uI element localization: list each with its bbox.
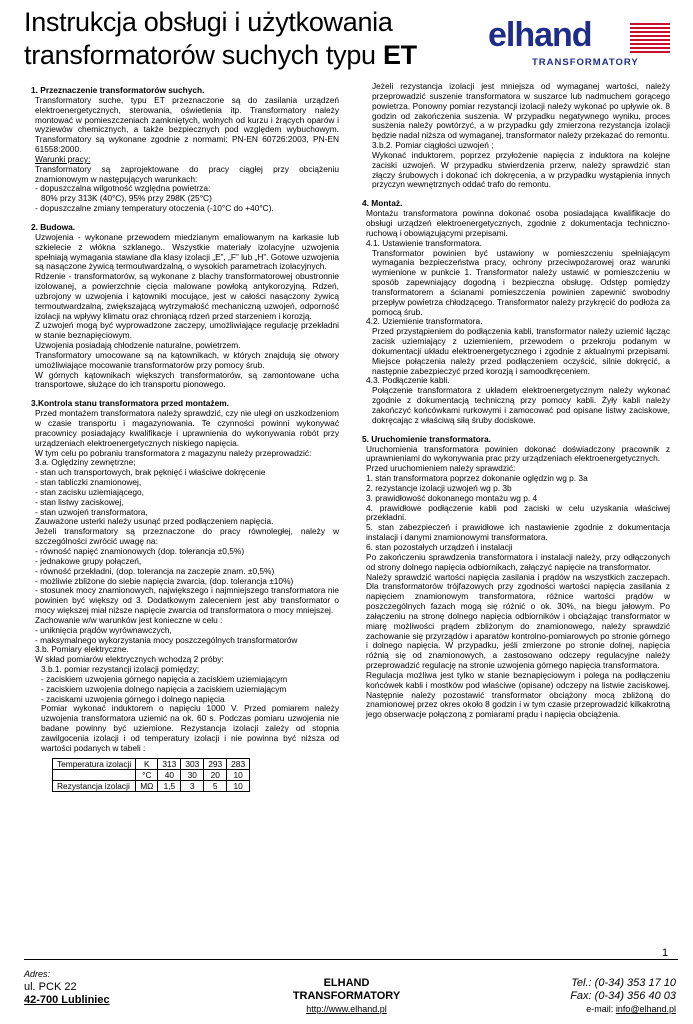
paragraph: Jeżeli rezystancja izolacji jest mniejsza od wymaganej wartości, należy przeprowadzić suszenie transformatora w suszarce lub nadmuchem gorącego powietrza. Ponowny pomiar rezystancji izolacji należy wykonać po upływie ok. 8 godzin od zakończenia suszenia. W przypadku negatywnego wyniku, proces suszenia należy powtórzyć, a w przypadku gdy zmierzona rezystancja izolacji będzie nadal niższa od wymaganej, transformator należy przekazać do remontu.	[372, 81, 670, 141]
spacer	[31, 214, 339, 223]
paragraph: Pomiar wykonać induktorem o napięciu 1000 V. Przed pomiarem należy uzwojenia transformatora uziemić na ok. 60 s. Podczas pomiaru uzwojenia nie badane powinny być uziemione. Rezystancja izolacji zależy od stopnia zawilgocenia izolacji i od temperatury izolacji i nie powinna być niższa od wartości podanych w tabeli :	[41, 703, 339, 753]
paragraph: Przed montażem transformatora należy sprawdzić, czy nie uległ on uszkodzeniom w czasie transportu i magazynowania. Te czynności powinni wykonywać pracownicy posiadający kwalifikacje i uprawnienia do wykonywania robót przy urządzeniach elektroenergetycznych niskiego napięcia.	[35, 408, 339, 448]
paragraph: 3.b. Pomiary elektryczne.	[35, 644, 129, 655]
insulation-resistance-table	[52, 758, 250, 792]
table-cell: 10	[227, 769, 250, 780]
paragraph: 4. prawidłowe podłączenie kabli pod zaciski w celu uzyskania właściwej przekładni.	[366, 502, 670, 523]
paragraph: 80% przy 313K (40°C), 95% przy 298K (25°C)	[41, 193, 212, 204]
paragraph: 3.a. Oględziny zewnętrzne;	[35, 457, 136, 468]
paragraph: - jednakowe grupy połączeń,	[35, 555, 142, 566]
phone: Tel.: (0-34) 353 17 10	[571, 977, 676, 989]
table-row	[53, 780, 250, 791]
paragraph: Z uzwojeń mogą być wyprowadzone zaczepy, umożliwiające regulację przekładni w stanie beznapięciowym.	[35, 320, 339, 341]
paragraph: 4.2. Uziemienie transformatora.	[366, 316, 483, 327]
table-cell: 30	[181, 769, 204, 780]
paragraph: - możliwie zbliżone do siebie napięcia zwarcia, (dop. tolerancja ±10%)	[35, 575, 294, 586]
paragraph: 1. stan transformatora poprzez dokonanie oględzin wg p. 3a	[366, 473, 588, 484]
paragraph: - stosunek mocy znamionowych, największego i najmniejszego transformatora nie powinien być większy od 3. Dodatkowym zaleceniem jest aby transformator o mocy większej miał niższe napięcie zwarcia od transformatora o mocy mniejszej.	[35, 585, 339, 616]
paragraph: Transformatory są zaprojektowane do pracy ciągłej przy obciążeniu znamionowym w następujących warunkach:	[35, 163, 339, 184]
title-line-2	[24, 39, 417, 72]
paragraph: - stan uzwojeń transformatora,	[35, 506, 148, 517]
paragraph: Uzwojenia - wykonane przewodem miedzianym emaliowanym na karkasie lub szkielecie z włókna szklanego.. Wszystkie materiały izolacyjne uzwojenia spełniają wymagania stawiane dla klasy izolacji „E”, „F” lub „H”. Gotowe uzwojenia są nasączone żywicą termoutwardzalną, o wysokich parametrach izolacyjnych.	[35, 231, 339, 272]
paragraph: Rdzenie - transformatorów, są wykonane z blachy transformatorowej obustronnie izolowanej, a powierzchnie cięcia malowane powłoką antykorozyjną. Rdzeń, uzbrojony w uzwojenia i kątowniki mocujące, jest w całości nasączony żywicą termoutwardzalną, zwiększającą wytrzymałość mechaniczną uzwojeń, odporność izolacji na wpływy klimatu oraz chroniącą rdzeń przed starzeniem i korozją.	[35, 271, 339, 321]
table-cell: 303	[181, 758, 204, 769]
footer-divider	[24, 959, 678, 960]
page-number: 1	[662, 947, 669, 959]
paragraph: - zaciskami uzwojenia górnego i dolnego napięcia	[41, 693, 225, 704]
paragraph: - równość napięć znamionowych (dop. tolerancja ±0,5%)	[35, 545, 245, 556]
title-type-code: ET	[382, 40, 417, 70]
table-cell: K	[136, 758, 158, 769]
paragraph: Uruchomienia transformatora powinien dokonać doświadczony pracownik z uprawnieniami do wykonywania prac przy urządzeniach elektroenergetycznych.	[366, 443, 670, 464]
paragraph: - dopuszczalna wilgotność względna powietrza:	[35, 183, 211, 194]
table-cell: 20	[204, 769, 227, 780]
table-cell: 283	[227, 758, 250, 769]
paragraph: - stan listwy zaciskowej,	[35, 496, 124, 507]
paragraph: Montażu transformatora powinna dokonać osoba posiadająca kwalifikacje do obsługi urządzeń elektroenergetycznych, zgodnie z dokumentacja techniczno-ruchową i obowiązującymi przepisami.	[366, 208, 670, 238]
table-cell: 3	[181, 780, 204, 791]
paragraph: Warunki pracy:	[35, 153, 91, 164]
table-row	[53, 758, 250, 769]
paragraph: Wykonać induktorem, poprzez przyłożenie napięcia z induktora na kolejne zaciski uzwojeń. W przypadku stwierdzenia przerw, należy sprawdzić stan złączy śrubowych i dokonać ich dokręcenia, a w przypadku wystąpienia innych przyczyn wewnętrznych oddać trafo do remontu.	[372, 149, 670, 190]
section-heading: 3.Kontrola stanu transformatora przed montażem.	[31, 398, 229, 409]
paragraph: Transformatory suche, typu ET przeznaczone są do zasilania urządzeń elektroenergetycznych, sterowania, oświetlenia itp. Transformatory należy montować w pomieszczeniach zamkniętych, wolnych od kurzu i żrących oparów i wyziewów chemicznych, a także bezpiecznych pod względem wybuchowym. Transformatory są wykonane zgodnie z normami: PN-EN 60726:2003, PN-EN 61558:2000.	[35, 94, 339, 155]
paragraph: Transformatory umocowane są na kątownikach, w których znajdują się otwory umożliwiające mocowanie transformatorów przy pomocy śrub.	[35, 349, 339, 370]
table-row	[53, 769, 250, 780]
section-heading: 5. Uruchomienie transformatora.	[362, 433, 491, 444]
table-cell	[53, 769, 136, 780]
email-link[interactable]: info@elhand.pl	[615, 1004, 676, 1014]
paragraph: Przed uruchomieniem należy sprawdzić:	[366, 463, 516, 474]
address-street: ul. PCK 22	[24, 981, 77, 993]
paragraph: - maksymalnego wykorzystania mocy poszczególnych transformatorów	[35, 634, 298, 645]
logo-subtitle: TRANSFORMATORY	[532, 57, 639, 68]
paragraph: 3.b.2. Pomiar ciągłości uzwojeń ;	[372, 140, 494, 151]
paragraph: 2. rezystancje izolacji uzwojeń wg p. 3b	[366, 482, 512, 493]
table-cell: Rezystancja izolacji	[53, 780, 136, 791]
paragraph: Transformator powinien być ustawiony w pomieszczeniu spełniającym wymagania bezpieczeństwa pracy, ochrony przeciwpożarowej oraz warunki wymienione w punkcie 1. Transformator należy ustawić w pomieszczeniu w sposób zapewniający dogodną i bezpieczna obsługę. Odstęp pomiędzy transformatorem a ścianami pomieszczenia powinien zapewnić swobodny przepływ powietrza chłodzącego. Transformator należy przykręcić do podłoża za pomocą śrub.	[372, 247, 670, 317]
title-line-1: Instrukcja obsługi i użytkowania	[24, 7, 393, 37]
paragraph: - zaciskiem uzwojenia górnego napięcia a zaciskiem uziemiającym	[41, 673, 288, 684]
paragraph: Po zakończeniu sprawdzenia transformatora i instalacji należy, przy odłączonych od strony dolnego napięcia odbiornikach, załączyć napięcie na transformator.	[366, 551, 670, 572]
paragraph: Zauważone usterki należy usunąć przed podłączeniem napięcia.	[35, 516, 274, 527]
company-name: ELHAND	[323, 977, 370, 989]
email	[570, 1003, 676, 1016]
paragraph: - uniknięcia prądów wyrównawczych,	[35, 624, 172, 635]
email-label: e-mail:	[586, 1004, 616, 1014]
footer-contact	[570, 968, 676, 1016]
paragraph: W tym celu po pobraniu transformatora z magazynu należy przeprowadzić:	[35, 447, 312, 458]
section-heading: 2. Budowa.	[31, 221, 76, 232]
paragraph: Jeżeli transformatory są przeznaczone do pracy równoległej, należy w szczególności zwrócić uwagę na:	[35, 526, 339, 547]
paragraph: 5. stan zabezpieczeń i prawidłowe ich nastawienie zgodnie z dokumentacja instalacji i danymi znamionowymi transformatora.	[366, 522, 670, 543]
paragraph: W górnych kątownikach większych transformatorów, są zamontowane ucha transportowe, służące do ich transportu pionowego.	[35, 369, 339, 390]
company-subtitle: TRANSFORMATORY	[292, 990, 401, 1002]
address-label: Adres:	[24, 969, 51, 979]
paragraph: Regulacja możliwa jest tylko w stanie beznapięciowym i polega na podłączeniu końcówek kabli i mostków pod właściwe (opisane) odczepy na listwie zaciskowej. Następnie należy pozostawić transformator obciążony mocą zbliżoną do znamionowej przez okres około 8 godzin i w tym czasie przeprowadzić kilkakrotną jego obserwacje połączoną z pomiarami prądu i napięcia obciążenia.	[366, 669, 670, 720]
address-city: 42-700 Lubliniec	[24, 994, 110, 1006]
paragraph: Uzwojenia posiadają chłodzenie naturalne, powietrzem.	[35, 340, 241, 351]
paragraph: - równość przekładni, (dop. tolerancja na zaczepie znam. ±0,5%)	[35, 565, 275, 576]
fax: Fax: (0-34) 356 40 03	[570, 990, 676, 1002]
paragraph: - stan zacisku uziemiającego,	[35, 486, 144, 497]
left-column	[31, 86, 339, 792]
paragraph: 6. stan pozostałych urządzeń i instalacji	[366, 541, 513, 552]
title-line-2-text: transformatorów suchych typu	[24, 40, 383, 70]
paragraph: W skład pomiarów elektrycznych wchodzą 2 próby:	[35, 654, 224, 665]
table-cell: Temperatura izolacji	[53, 758, 136, 769]
paragraph: - dopuszczalne zmiany temperatury otoczenia (-10°C do +40°C).	[35, 203, 274, 214]
paragraph: - zaciskiem uzwojenia dolnego napięcia a zaciskiem uziemiającym	[41, 683, 287, 694]
table-cell: 40	[158, 769, 181, 780]
paragraph: Należy sprawdzić wartości napięcia zasilania i prądów na wszystkich zaczepach. Dla transformatorów trójfazowych przy zgodności wartości napięcia zasilania z napięciem znamionowym transformatora, różnice wartości prądów w poszczególnych fazach mogą się różnić o ok. 30%, na biegu jałowym. Po załączeniu na stronę dolnego napięcia odbiorników i obciążając transformator w miarę możliwości prądem zbliżonym do znamionowego, należy sprawdzić zachowanie się przyrządów i aparatów kontrolno-pomiarowych po stronie górnego i dolnego napięcia. W przypadku, jeśli zmierzone po stronie dolnej, napięcia różnią się od znamionowych, a zastosowano odczepy regulacyjne należy przeprowadzić regulację na stronie uzwojenia górnego napięcia transformatora.	[366, 571, 670, 671]
paragraph: - stan uch transportowych, brak pęknięć i właściwe dokręcenie	[35, 467, 266, 478]
paragraph: Przed przystąpieniem do podłączenia kabli, transformator należy uziemić łącząc zacisk uziemiający z uziemieniem, przewodem o przekroju podanym w dokumentacji układu elektroenergetycznego i zgodnie z aktualnymi przepisami. Miejsce połączenia należy przed podłączeniem oczyścić, silnie dokręcić, a następnie zabezpieczyć przed korozją i samoodkręceniem.	[372, 326, 670, 376]
table-cell: 313	[158, 758, 181, 769]
right-column	[362, 82, 670, 720]
table-cell: 1,5	[158, 780, 181, 791]
section-heading: 1. Przeznaczenie transformatorów suchych.	[31, 85, 205, 95]
paragraph: 3. prawidłowość dokonanego montażu wg p. 4	[366, 492, 538, 503]
paragraph: Połączenie transformatora z układem elektroenergetycznym należy wykonać zgodnie z dokumentacją techniczną przy pomocy kabli. Żyły kabli należy zakończyć końcówkami rurkowymi i zamocować pod opisane listwy zaciskowe, dokręcając z właściwą siłą śruby dociskowe.	[372, 385, 670, 425]
section-heading: 4. Montaż.	[362, 198, 403, 209]
paragraph: 4.3. Podłączenie kabli.	[366, 375, 450, 386]
table-cell: 293	[204, 758, 227, 769]
company-website-link[interactable]: http://www.elhand.pl	[306, 1004, 387, 1014]
spacer	[362, 190, 670, 199]
logo-stripes-icon	[630, 23, 670, 55]
table-cell: MΩ	[136, 780, 158, 791]
paragraph: Zachowanie w/w warunków jest konieczne w celu :	[35, 614, 223, 625]
paragraph: 4.1. Ustawienie transformatora.	[366, 237, 482, 248]
logo-wordmark: elhand	[488, 16, 592, 54]
paragraph: - stan tabliczki znamionowej,	[35, 477, 142, 488]
table-cell: °C	[136, 769, 158, 780]
table-cell: 10	[227, 780, 250, 791]
document-title	[24, 6, 417, 72]
paragraph: 3.b.1. pomiar rezystancji izolacji pomiędzy;	[41, 664, 200, 675]
elhand-logo	[488, 16, 672, 72]
table-cell: 5	[204, 780, 227, 791]
